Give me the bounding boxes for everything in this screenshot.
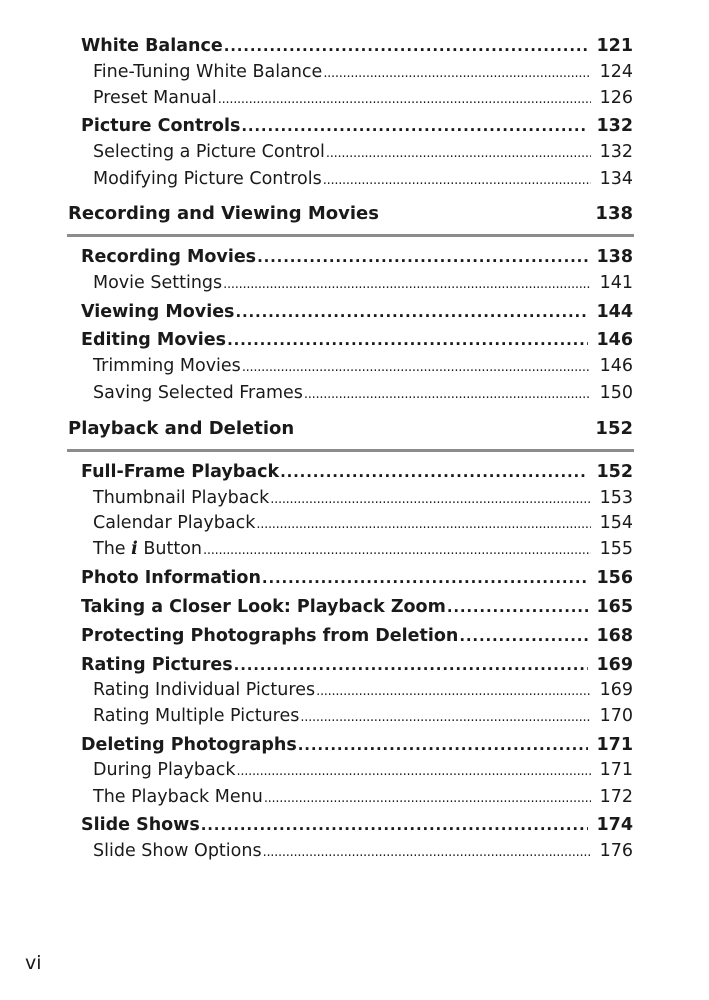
toc-subentry[interactable] (93, 273, 633, 293)
toc-entry-title: Rating Multiple Pictures (93, 706, 300, 726)
toc-entry-page: 124 (599, 62, 633, 82)
toc-entry-title: Editing Movies (81, 330, 227, 350)
toc-entry-title: Calendar Playback (93, 513, 256, 533)
toc-entry[interactable] (81, 815, 633, 835)
dot-leader (201, 816, 589, 834)
dot-leader (242, 360, 591, 375)
toc-entry-title: Slide Shows (81, 815, 200, 835)
toc-entry-page: 156 (596, 568, 633, 588)
toc-entry-page: 171 (599, 760, 633, 780)
toc-entry[interactable] (81, 597, 633, 617)
dot-leader (323, 66, 591, 81)
toc-entry-page: 168 (596, 626, 633, 646)
toc-entry-page: 146 (596, 330, 633, 350)
toc-entry-page: 144 (596, 302, 633, 322)
toc-subentry[interactable] (93, 88, 633, 108)
toc-entry-page: 146 (599, 356, 633, 376)
toc-entry-page: 155 (599, 539, 633, 559)
toc-entry-title: Deleting Photographs (81, 735, 297, 755)
toc-entry-page: 150 (599, 383, 633, 403)
toc-entry-title: Full-Frame Playback (81, 462, 280, 482)
toc-entry[interactable] (81, 302, 633, 322)
toc-entry-page: 170 (599, 706, 633, 726)
dot-leader (323, 173, 591, 188)
toc-subentry[interactable] (93, 539, 633, 559)
toc-subentry[interactable] (93, 356, 633, 376)
toc-entry-page: 121 (596, 36, 633, 56)
dot-leader (234, 656, 589, 674)
toc-subentry[interactable] (93, 680, 633, 700)
toc-entry-page: 153 (599, 488, 633, 508)
toc-entry-title: Selecting a Picture Control (93, 142, 325, 162)
toc-entry[interactable] (81, 247, 633, 267)
dot-leader (263, 845, 591, 860)
toc-entry-title: Protecting Photographs from Deletion (81, 626, 459, 646)
toc-subentry[interactable] (93, 513, 633, 533)
toc-entry-page: 169 (599, 680, 633, 700)
dot-leader (316, 684, 591, 699)
toc-entry-title: Photo Information (81, 568, 261, 588)
toc-entry-title: Picture Controls (81, 116, 241, 136)
dot-leader (280, 463, 588, 481)
dot-leader (300, 710, 591, 725)
toc-entry-title: Thumbnail Playback (93, 488, 270, 508)
chapter-heading-movies[interactable] (68, 203, 633, 224)
toc-subentry[interactable] (93, 62, 633, 82)
toc-entry[interactable] (81, 330, 633, 350)
toc-subentry[interactable] (93, 787, 633, 807)
dot-leader (236, 764, 591, 779)
toc-entry-page: 138 (596, 247, 633, 267)
toc-entry-title: Preset Manual (93, 88, 217, 108)
toc-entry-title: Saving Selected Frames (93, 383, 303, 403)
toc-entry-page: 176 (599, 841, 633, 861)
dot-leader (447, 598, 589, 616)
info-button-icon: i (131, 539, 138, 559)
toc-entry-page: 132 (599, 142, 633, 162)
dot-leader (264, 791, 591, 806)
toc-entry[interactable] (81, 655, 633, 675)
dot-leader (298, 736, 589, 754)
toc-entry-page: 141 (599, 273, 633, 293)
dot-leader (241, 117, 588, 135)
dot-leader (270, 492, 591, 507)
toc-entry-title: Slide Show Options (93, 841, 262, 861)
toc-entry-title: Trimming Movies (93, 356, 241, 376)
toc-entry[interactable] (81, 462, 633, 482)
toc-entry-title: Viewing Movies (81, 302, 235, 322)
chapter-page: 152 (595, 418, 633, 439)
toc-entry-page: 134 (599, 169, 633, 189)
chapter-title: Recording and Viewing Movies (68, 203, 379, 224)
dot-leader (203, 543, 591, 558)
chapter-title: Playback and Deletion (68, 418, 295, 439)
toc-entry-page: 174 (596, 815, 633, 835)
chapter-page: 138 (595, 203, 633, 224)
toc-entry-title (93, 539, 202, 559)
toc-subentry[interactable] (93, 841, 633, 861)
toc-entry-page: 152 (596, 462, 633, 482)
toc-entry-page: 132 (596, 116, 633, 136)
toc-entry-title: During Playback (93, 760, 236, 780)
toc-entry-page: 171 (596, 735, 633, 755)
toc-entry-page: 169 (596, 655, 633, 675)
toc-subentry[interactable] (93, 142, 633, 162)
title-suffix: Button (143, 539, 202, 559)
dot-leader (326, 146, 591, 161)
toc-entry-title: Modifying Picture Controls (93, 169, 322, 189)
toc-entry-page: 126 (599, 88, 633, 108)
toc-subentry[interactable] (93, 706, 633, 726)
toc-entry-page: 172 (599, 787, 633, 807)
title-prefix: The (93, 539, 126, 559)
toc-entry-title: Recording Movies (81, 247, 257, 267)
page-number: vi (25, 952, 42, 974)
toc-entry[interactable] (81, 626, 633, 646)
toc-subentry[interactable] (93, 169, 633, 189)
dot-leader (227, 331, 588, 349)
toc-entry-title: Rating Individual Pictures (93, 680, 316, 700)
chapter-heading-playback[interactable] (68, 418, 633, 439)
dot-leader (257, 248, 588, 266)
toc-entry-title: White Balance (81, 36, 223, 56)
toc-entry-page: 165 (596, 597, 633, 617)
dot-leader (459, 627, 588, 645)
toc-entry-title: Movie Settings (93, 273, 223, 293)
dot-leader (304, 387, 591, 402)
toc-entry-title: The Playback Menu (93, 787, 263, 807)
toc-entry[interactable] (81, 36, 633, 56)
dot-leader (235, 303, 588, 321)
dot-leader (262, 569, 589, 587)
toc-entry-title: Fine-Tuning White Balance (93, 62, 323, 82)
toc-entry-page: 154 (599, 513, 633, 533)
toc-entry[interactable] (81, 735, 633, 755)
toc-subentry[interactable] (93, 488, 633, 508)
dot-leader (218, 92, 591, 107)
toc-subentry[interactable] (93, 760, 633, 780)
toc-entry[interactable] (81, 116, 633, 136)
toc-entry-title: Taking a Closer Look: Playback Zoom (81, 597, 446, 617)
chapter-divider (67, 234, 634, 237)
toc-subentry[interactable] (93, 383, 633, 403)
dot-leader (223, 277, 591, 292)
toc-entry-title: Rating Pictures (81, 655, 233, 675)
dot-leader (256, 517, 591, 532)
dot-leader (224, 37, 589, 55)
toc-entry[interactable] (81, 568, 633, 588)
chapter-divider (67, 449, 634, 452)
